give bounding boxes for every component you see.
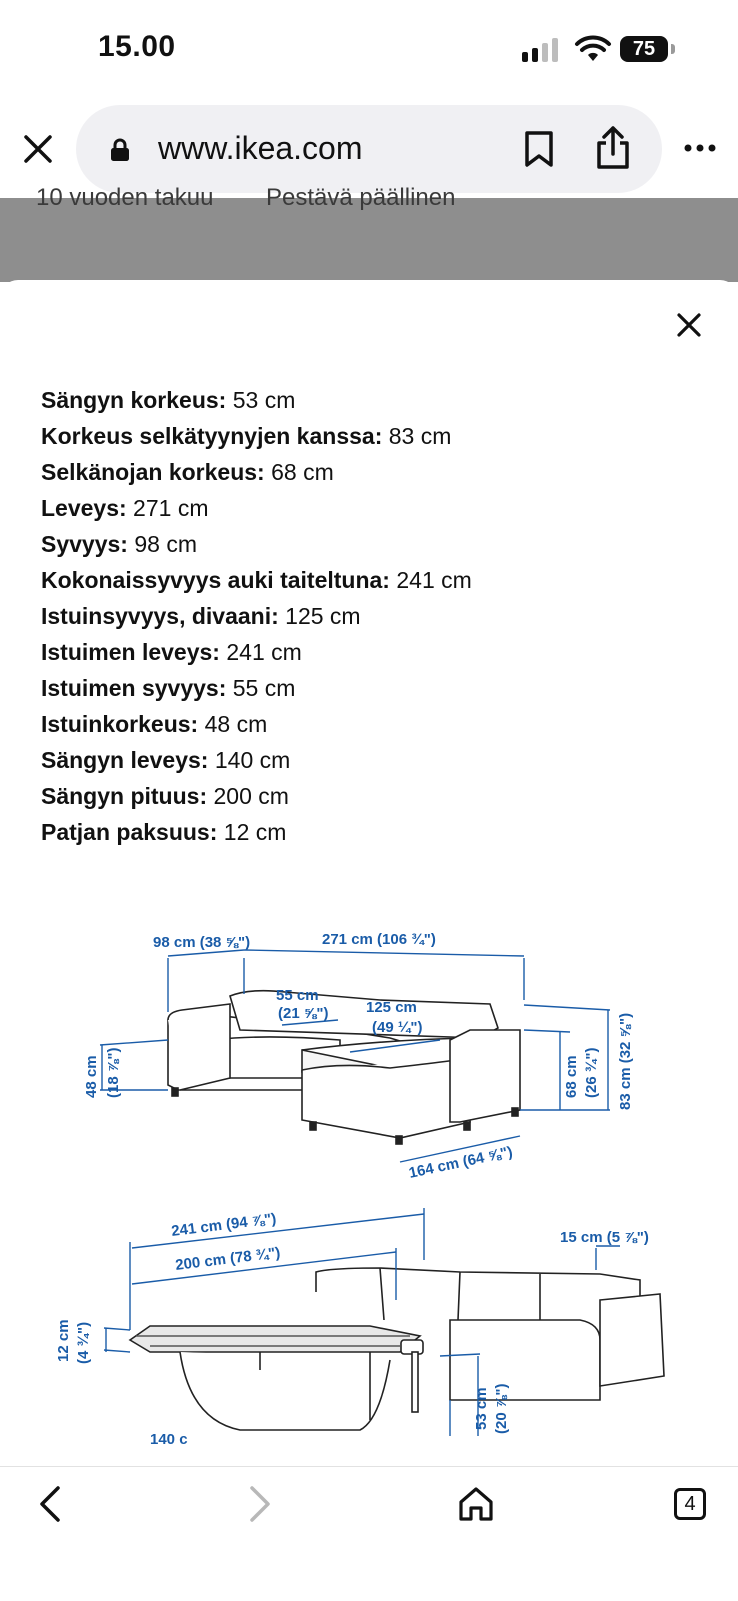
dim-label-mattress-in: (4 ¾") [75,1321,92,1364]
sofa-dimension-diagram [40,900,700,1466]
dim-label-total-depth: 241 cm (94 ⅞") [170,1210,278,1240]
forward-icon[interactable] [246,1484,274,1524]
dimension-row: Patjan paksuus: 12 cm [41,819,287,845]
dim-label-bed-length: 200 cm (78 ¾") [174,1244,282,1274]
dim-label-bed-height-in: (20 ⅞") [493,1383,510,1434]
dimension-row: Kokonaissyvyys auki taiteltuna: 241 cm [41,567,472,593]
back-icon[interactable] [36,1484,64,1524]
dim-label-back-height-in: (26 ¾") [583,1047,600,1098]
tabs-button[interactable]: 4 [674,1488,706,1520]
dimension-list [41,382,472,850]
dim-label-chaise-depth-in: (49 ¼") [372,1019,423,1036]
dim-label-width: 271 cm (106 ¾") [322,931,436,948]
dim-label-seat-depth: 55 cm [276,987,319,1004]
dim-label-arm-width: 15 cm (5 ⅞") [560,1229,649,1246]
wifi-icon [576,36,610,62]
dimension-row: Istuimen leveys: 241 cm [41,639,302,665]
more-options-icon[interactable] [684,144,716,152]
dim-label-chaise-width: 164 cm (64 ⅝") [407,1143,515,1182]
lock-icon [110,139,130,161]
backdrop-text-warranty: 10 vuoden takuu [36,184,214,211]
dimension-row: Leveys: 271 cm [41,495,209,521]
dim-label-seat-depth-in: (21 ⅝") [278,1005,329,1022]
dim-label-seat-height: 48 cm [83,1055,100,1098]
dimension-row: Istuinsyvyys, divaani: 125 cm [41,603,361,629]
share-icon[interactable] [594,126,632,170]
status-bar [0,0,738,100]
dim-label-bed-width: 140 c [150,1431,188,1448]
home-icon[interactable] [458,1486,494,1522]
close-sheet-icon[interactable] [676,312,702,338]
dim-label-mattress: 12 cm [55,1319,72,1362]
sofa-bed-drawing [130,1268,664,1430]
dim-label-back-height: 68 cm [563,1055,580,1098]
dim-label-chaise-depth: 125 cm [366,999,417,1016]
backdrop-text-washable: Pestävä päällinen [266,184,456,211]
bookmark-icon[interactable] [522,130,556,168]
sofa-drawing [168,991,520,1144]
dimension-row: Sängyn korkeus: 53 cm [41,387,296,413]
cellular-signal-icon [522,38,562,62]
dim-label-seat-height-in: (18 ⅞") [105,1047,122,1098]
dimension-row: Syvyys: 98 cm [41,531,197,557]
browser-bottom-bar [0,1466,738,1601]
dimension-row: Sängyn pituus: 200 cm [41,783,289,809]
dim-label-bed-height: 53 cm [473,1387,490,1430]
dimension-row: Sängyn leveys: 140 cm [41,747,291,773]
dimension-row: Korkeus selkätyynyjen kanssa: 83 cm [41,423,452,449]
dim-label-total-height: 83 cm (32 ⅝") [617,1012,634,1110]
dim-label-depth: 98 cm (38 ⅝") [153,934,251,951]
dimension-row: Selkänojan korkeus: 68 cm [41,459,334,485]
battery-icon: 75 [620,36,668,62]
page-backdrop [0,184,738,282]
dimension-row: Istuimen syvyys: 55 cm [41,675,296,701]
dimension-row: Istuinkorkeus: 48 cm [41,711,268,737]
url-text[interactable]: www.ikea.com [158,130,363,166]
status-time: 15.00 [98,30,176,63]
battery-tip [671,44,675,54]
close-browser-icon[interactable] [22,133,54,165]
